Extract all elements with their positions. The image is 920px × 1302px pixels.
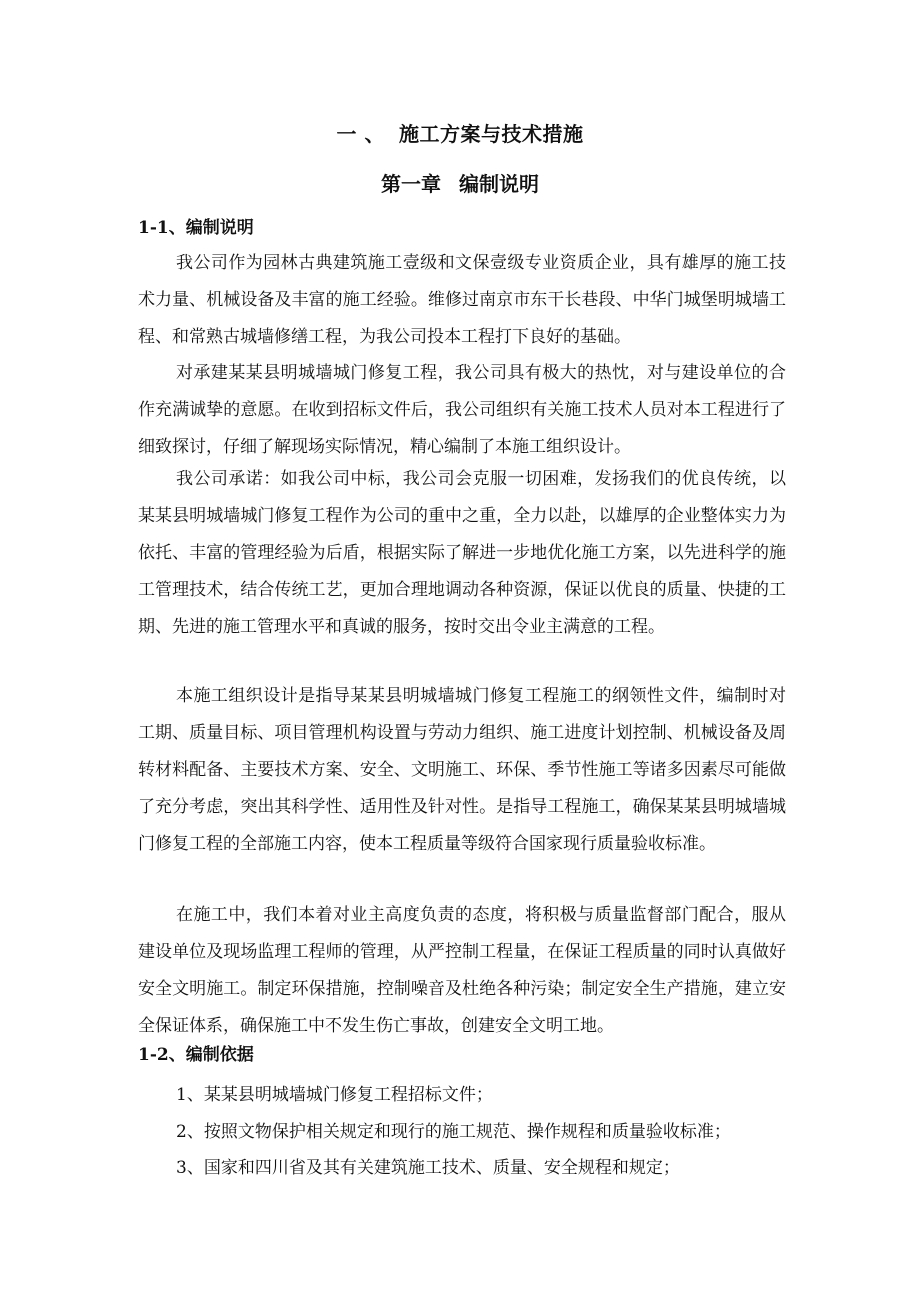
- chapter-text: 编制说明: [459, 172, 539, 196]
- chapter-label: 第一章: [381, 172, 441, 196]
- basis-item-2: 2、按照文物保护相关规定和现行的施工规范、操作规程和质量验收标准；: [176, 1122, 731, 1142]
- basis-item-1: 1、某某县明城墙城门修复工程招标文件；: [176, 1085, 493, 1105]
- basis-item-3: 3、国家和四川省及其有关建筑施工技术、质量、安全规程和规定；: [176, 1158, 680, 1178]
- paragraph-2: 对承建某某县明城墙城门修复工程，我公司具有极大的热忱，对与建设单位的合作充满诚挚的意愿。在收到招标文件后，我公司组织有关施工技术人员对本工程进行了细致探讨，仔细了解现场实际情况，精心编制了本施工组织设计。: [138, 363, 786, 457]
- paragraph-1: 我公司作为园林古典建筑施工壹级和文保壹级专业资质企业，具有雄厚的施工技术力量、机械设备及丰富的施工经验。维修过南京市东干长巷段、中华门城堡明城墙工程、和常熟古城墙修缮工程，为我公司投本工程打下良好的基础。: [138, 253, 786, 347]
- title-number: 一 、: [336, 122, 385, 146]
- paragraph-4: 本施工组织设计是指导某某县明城墙城门修复工程施工的纲领性文件，编制时对工期、质量目标、项目管理机构设置与劳动力组织、施工进度计划控制、机械设备及周转材料配备、主要技术方案、安全、文明施工、环保、季节性施工等诸多因素尽可能做了充分考虑，突出其科学性、适用性及针对性。是指导工程施工，确保某某县明城墙城门修复工程的全部施工内容，使本工程质量等级符合国家现行质量验收标准。: [138, 686, 786, 854]
- section-heading-1-2: 1-2、编制依据: [138, 1045, 254, 1065]
- title-text: 施工方案与技术措施: [398, 122, 584, 146]
- chapter-title: [0, 168, 920, 197]
- section-heading-1-1: 1-1、编制说明: [138, 218, 254, 238]
- paragraph-5: 在施工中，我们本着对业主高度负责的态度，将积极与质量监督部门配合，服从建设单位及现场监理工程师的管理，从严控制工程量，在保证工程质量的同时认真做好安全文明施工。制定环保措施，控制噪音及杜绝各种污染；制定安全生产措施，建立安全保证体系，确保施工中不发生伤亡事故，创建安全文明工地。: [138, 905, 786, 1036]
- document-title: [0, 118, 920, 147]
- paragraph-3: 我公司承诺：如我公司中标，我公司会克服一切困难，发扬我们的优良传统，以某某县明城墙城门修复工程作为公司的重中之重，全力以赴，以雄厚的企业整体实力为依托、丰富的管理经验为后盾，根据实际了解进一步地优化施工方案，以先进科学的施工管理技术，结合传统工艺，更加合理地调动各种资源，保证以优良的质量、快捷的工期、先进的施工管理水平和真诚的服务，按时交出令业主满意的工程。: [138, 469, 786, 637]
